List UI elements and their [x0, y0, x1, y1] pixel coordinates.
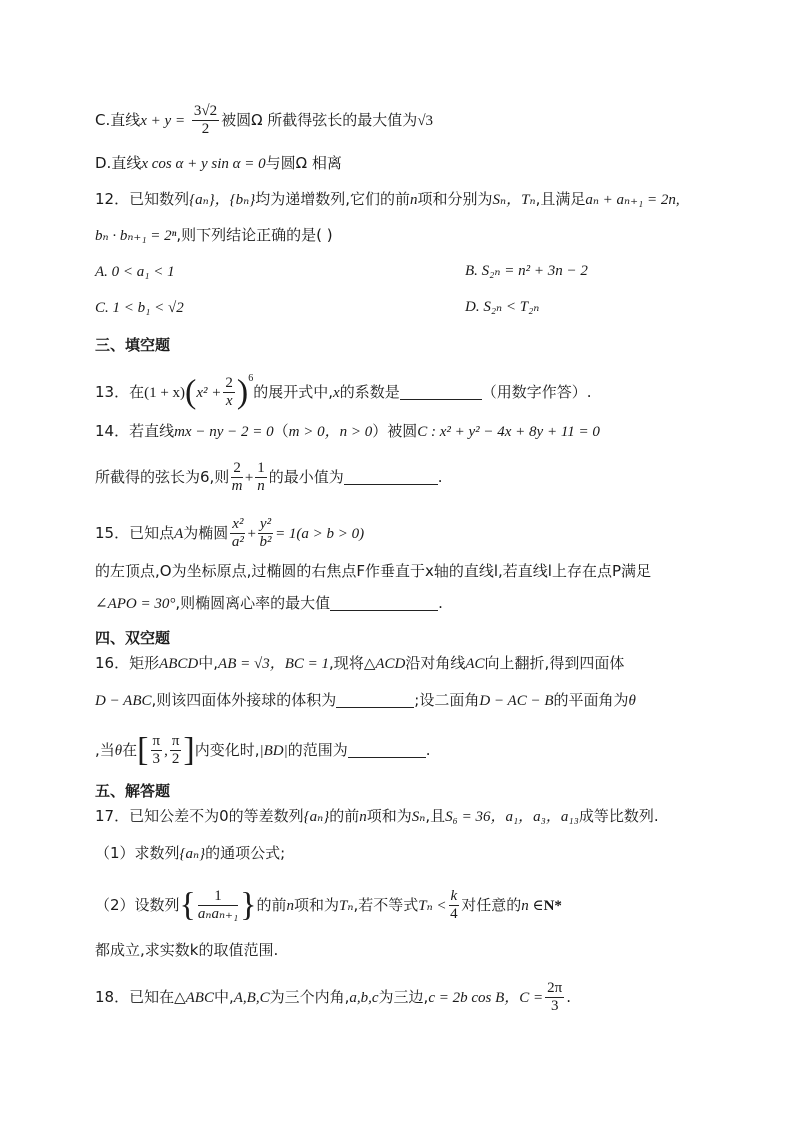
math: x + y =: [140, 113, 186, 129]
text: 的范围为: [287, 741, 348, 759]
text: ,则下列结论正确的是( ): [176, 226, 333, 244]
numerator: 1: [257, 460, 265, 476]
text: 成等比数列.: [578, 807, 659, 825]
math: x² +: [196, 385, 222, 401]
math: x: [333, 385, 340, 401]
math: bₙ · bₙ₊₁ = 2ⁿ: [95, 228, 177, 244]
q12-line-2: [95, 224, 734, 247]
q17-line-4: 都成立,求实数k的取值范围.: [95, 941, 279, 959]
text: 为椭圆: [183, 524, 229, 542]
q12-options-row-1: [95, 260, 734, 283]
text: 的最小值为: [268, 468, 344, 486]
text: 17．已知公差不为0的等差数列: [95, 807, 304, 825]
math: ,: [164, 743, 168, 759]
text: ,若不等式: [353, 896, 419, 914]
numerator: 2: [233, 460, 241, 476]
text: 的前: [256, 896, 287, 914]
text: 12．已知数列: [95, 190, 190, 208]
answer-blank-1[interactable]: [336, 692, 414, 708]
text: 的系数是: [339, 383, 400, 401]
q17-part-2: [95, 888, 734, 923]
math: c = 2b cos B，C =: [428, 990, 544, 1006]
denominator: 3: [550, 998, 559, 1014]
text: ;设二面角: [414, 691, 480, 709]
q11-option-c: [95, 103, 734, 138]
math: aₙ + aₙ₊₁ = 2n,: [585, 192, 680, 208]
text: 13．在: [95, 383, 145, 401]
math: n ∈: [521, 898, 544, 914]
text: （用数字作答）.: [481, 383, 592, 401]
answer-blank-2[interactable]: [348, 742, 426, 758]
text: ,现将: [329, 654, 364, 672]
math: C : x² + y² − 4x + 8y + 11 = 0: [417, 424, 600, 440]
text: 16．矩形: [95, 654, 160, 672]
text: .: [566, 988, 572, 1006]
math: Tₙ <: [418, 898, 447, 914]
text: .: [438, 594, 443, 612]
bracket-right: ]: [183, 731, 195, 769]
math: Sₙ，Tₙ: [492, 192, 536, 208]
answer-blank[interactable]: [330, 595, 438, 611]
math: +: [247, 526, 256, 542]
numerator: x²: [232, 516, 244, 532]
math: {aₙ}: [179, 846, 206, 862]
math: √3: [417, 113, 434, 129]
text: .: [425, 741, 431, 759]
math: (1 + x): [144, 385, 186, 401]
numerator: k: [450, 888, 458, 904]
text: 15．已知点: [95, 524, 175, 542]
math: △ACD: [363, 656, 406, 672]
q14-line-2: [95, 460, 734, 495]
paren-right: ): [236, 373, 249, 411]
denominator: 2: [201, 121, 210, 137]
option-c: C. 1 < b₁ < √2: [95, 300, 184, 316]
fraction: [170, 733, 182, 768]
text: D.直线: [95, 154, 142, 172]
math: θ: [628, 693, 636, 709]
section-heading-double-blank: 四、双空题: [95, 629, 171, 647]
fraction: [255, 460, 267, 495]
denominator: x: [225, 393, 233, 409]
math: {aₙ}: [303, 809, 330, 825]
math: Tₙ: [339, 898, 354, 914]
numerator: y²: [259, 516, 272, 532]
section-heading-solve: 五、解答题: [95, 782, 171, 800]
text: 中,: [213, 988, 234, 1006]
text: 为三边,: [378, 988, 429, 1006]
math: ABCD: [159, 656, 199, 672]
text: 与圆Ω 相离: [265, 154, 342, 172]
text: ）被圆: [372, 422, 418, 440]
math: n: [359, 809, 367, 825]
text: （: [273, 422, 289, 440]
q11-option-d: [95, 152, 734, 175]
q15-line-1: [95, 516, 734, 551]
math: n: [286, 898, 295, 914]
math: D − ABC: [95, 693, 152, 709]
text: ,且满足: [535, 190, 586, 208]
math: S₆ = 36，a₁，a₃，a₁₃: [445, 809, 579, 825]
math: +: [244, 470, 254, 486]
math: Sₙ: [411, 809, 426, 825]
text: 14．若直线: [95, 422, 175, 440]
math: x cos α + y sin α = 0: [141, 156, 266, 172]
q17-line-1: [95, 805, 734, 828]
math: N*: [543, 898, 562, 914]
text: 项和分别为: [417, 190, 493, 208]
math: a,b,c: [349, 990, 379, 1006]
math: A,B,C: [233, 990, 270, 1006]
q16-line-2: [95, 689, 734, 712]
text: 的展开式中,: [253, 383, 334, 401]
q17-part-1: [95, 842, 734, 865]
text: ,当: [95, 741, 115, 759]
denominator: 2: [171, 751, 180, 767]
text: 向上翻折,得到四面体: [484, 654, 625, 672]
math: mx − ny − 2 = 0: [174, 424, 274, 440]
q12-options-row-2: [95, 296, 734, 319]
text: 的通项公式;: [205, 844, 286, 862]
text: 18．已知在: [95, 988, 175, 1006]
text: 中,: [198, 654, 219, 672]
fraction: [231, 460, 243, 495]
fraction: [545, 980, 564, 1015]
paren-left: (: [185, 373, 197, 411]
text: （1）求数列: [95, 844, 180, 862]
text: 内变化时,: [194, 741, 260, 759]
text: 对任意的: [461, 896, 522, 914]
text: ,且: [425, 807, 446, 825]
answer-blank[interactable]: [344, 469, 438, 485]
denominator: n: [257, 478, 265, 494]
answer-blank[interactable]: [400, 384, 482, 400]
fraction: [151, 733, 163, 768]
text: 所截得的弦长为6,则: [95, 468, 230, 486]
text: 均为递增数列,它们的前: [255, 190, 411, 208]
fraction: [192, 103, 219, 138]
exponent: 6: [248, 373, 254, 384]
math: |BD|: [259, 743, 288, 759]
text: 为三个内角,: [269, 988, 350, 1006]
brace-right: }: [240, 886, 257, 924]
denominator: 3: [152, 751, 161, 767]
fraction: [198, 888, 238, 923]
q18: [95, 980, 734, 1015]
denominator: b²: [259, 534, 272, 550]
math: = 1(a > b > 0): [275, 526, 365, 542]
text: 沿对角线: [405, 654, 466, 672]
text: 被圆Ω 所截得弦长的最大值为: [221, 111, 418, 129]
text: （2）设数列: [95, 896, 180, 914]
math: m > 0，n > 0: [288, 424, 373, 440]
text: .: [437, 468, 443, 486]
math: n: [410, 192, 418, 208]
brace-left: {: [179, 886, 196, 924]
denominator: aₙaₙ₊₁: [197, 906, 239, 922]
q16-line-3: [95, 733, 734, 768]
denominator: a²: [231, 534, 244, 550]
math: {aₙ}，{bₙ}: [189, 192, 256, 208]
q15-line-2: 的左顶点,O为坐标原点,过椭圆的右焦点F作垂直于x轴的直线l,若直线l上存在点P满足: [95, 562, 651, 580]
text: ,则椭圆离心率的最大值: [175, 594, 331, 612]
text: 项和为: [366, 807, 412, 825]
text: ,则该四面体外接球的体积为: [151, 691, 337, 709]
math: A: [174, 526, 184, 542]
math: θ: [114, 743, 123, 759]
text: 项和为: [294, 896, 340, 914]
q16-line-1: [95, 652, 734, 675]
fraction: [223, 375, 235, 410]
text: 的平面角为: [553, 691, 629, 709]
math: ∠APO = 30°: [95, 596, 176, 612]
fraction: [258, 516, 273, 551]
option-b: B. S₂ₙ = n² + 3n − 2: [465, 263, 588, 279]
q12-line-1: [95, 188, 734, 211]
denominator: 4: [450, 906, 458, 922]
numerator: 3√2: [193, 103, 218, 119]
math: AC: [465, 656, 485, 672]
q13: [95, 368, 734, 410]
section-heading-fill-in: 三、填空题: [95, 336, 171, 354]
option-d: D. S₂ₙ < T₂ₙ: [465, 299, 540, 315]
fraction: [230, 516, 245, 551]
text: 的前: [329, 807, 360, 825]
numerator: 2: [225, 375, 233, 391]
math: AB = √3，BC = 1: [218, 656, 330, 672]
bracket-left: [: [137, 731, 149, 769]
fraction: [449, 888, 460, 923]
option-a: A. 0 < a₁ < 1: [95, 264, 175, 280]
text: 在: [122, 741, 138, 759]
numerator: π: [152, 733, 161, 749]
q15-line-3: [95, 592, 734, 615]
math: D − AC − B: [479, 693, 554, 709]
denominator: m: [231, 478, 243, 494]
q14-line-1: [95, 420, 734, 443]
numerator: 1: [198, 888, 238, 906]
numerator: 2π: [547, 980, 563, 996]
text: C.直线: [95, 111, 141, 129]
math: △ABC: [174, 990, 214, 1006]
numerator: π: [171, 733, 180, 749]
